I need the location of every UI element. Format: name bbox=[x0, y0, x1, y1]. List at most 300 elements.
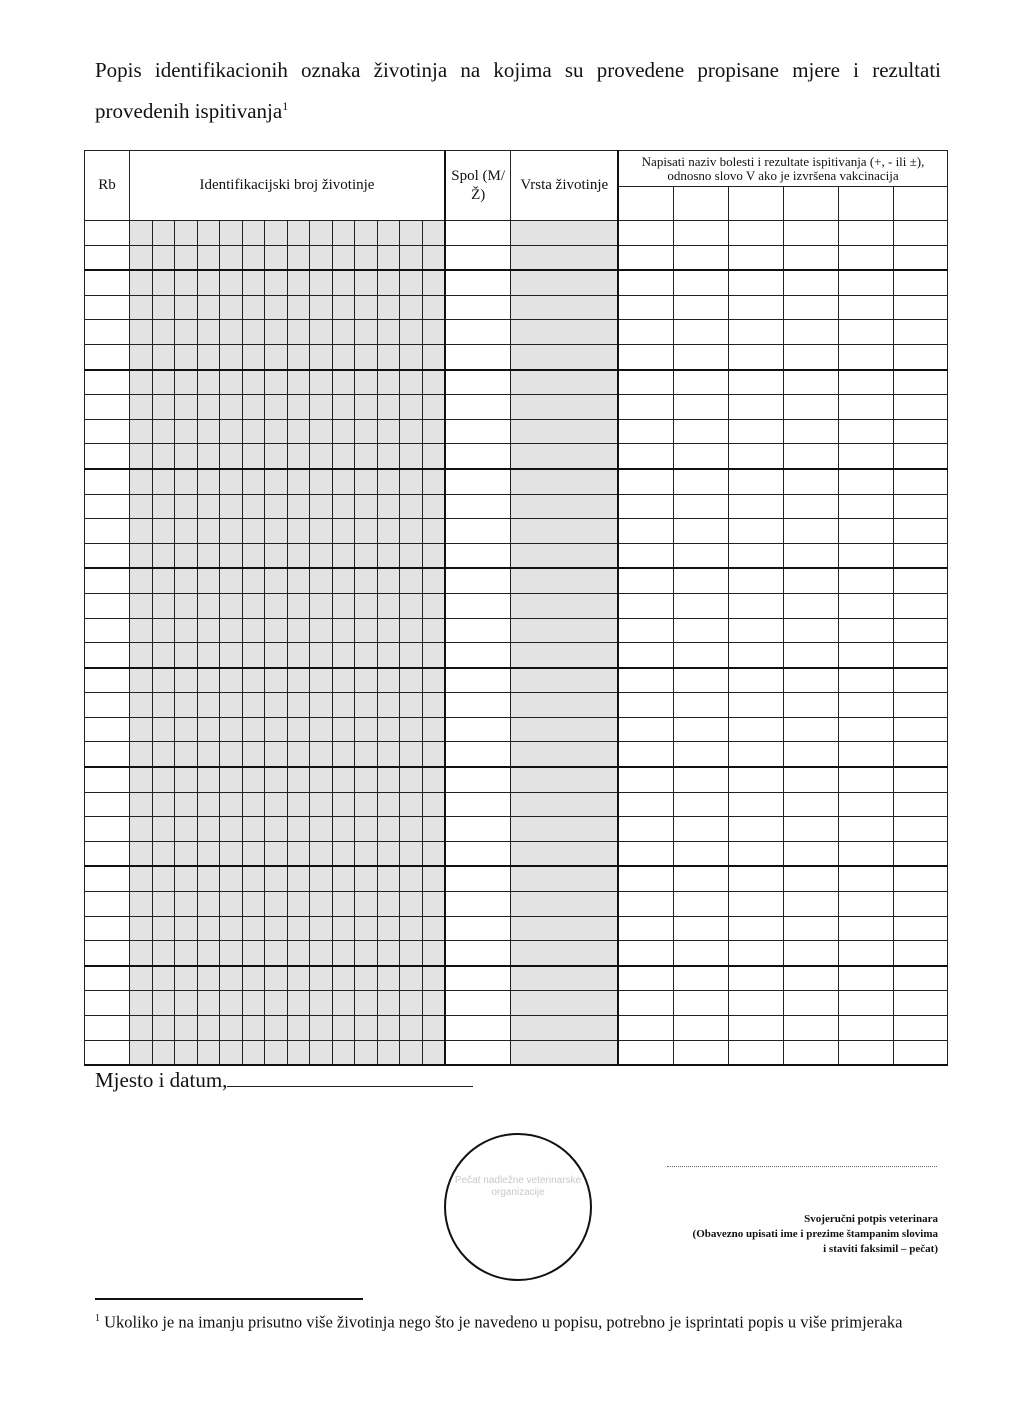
species-cell[interactable] bbox=[511, 221, 618, 246]
id-digit-cell[interactable] bbox=[220, 892, 243, 917]
id-digit-cell[interactable] bbox=[355, 767, 378, 792]
id-digit-cell[interactable] bbox=[377, 668, 400, 693]
result-cell[interactable] bbox=[838, 916, 893, 941]
sex-cell[interactable] bbox=[445, 593, 511, 618]
id-digit-cell[interactable] bbox=[310, 295, 333, 320]
id-digit-cell[interactable] bbox=[332, 519, 355, 544]
id-digit-cell[interactable] bbox=[220, 817, 243, 842]
id-digit-cell[interactable] bbox=[310, 916, 333, 941]
id-digit-cell[interactable] bbox=[310, 1040, 333, 1065]
id-digit-cell[interactable] bbox=[400, 892, 423, 917]
result-cell[interactable] bbox=[783, 966, 838, 991]
id-digit-cell[interactable] bbox=[130, 295, 153, 320]
sex-cell[interactable] bbox=[445, 245, 511, 270]
id-digit-cell[interactable] bbox=[377, 966, 400, 991]
sex-cell[interactable] bbox=[445, 742, 511, 767]
id-digit-cell[interactable] bbox=[242, 817, 265, 842]
id-digit-cell[interactable] bbox=[310, 866, 333, 891]
species-cell[interactable] bbox=[511, 245, 618, 270]
result-cell[interactable] bbox=[893, 643, 947, 668]
species-cell[interactable] bbox=[511, 395, 618, 420]
id-digit-cell[interactable] bbox=[130, 494, 153, 519]
id-digit-cell[interactable] bbox=[242, 419, 265, 444]
result-cell[interactable] bbox=[728, 519, 783, 544]
result-cell[interactable] bbox=[673, 444, 728, 469]
id-digit-cell[interactable] bbox=[220, 320, 243, 345]
rb-cell[interactable] bbox=[85, 1040, 130, 1065]
id-digit-cell[interactable] bbox=[332, 395, 355, 420]
result-cell[interactable] bbox=[893, 543, 947, 568]
id-digit-cell[interactable] bbox=[242, 593, 265, 618]
id-digit-cell[interactable] bbox=[265, 643, 288, 668]
id-digit-cell[interactable] bbox=[377, 221, 400, 246]
id-digit-cell[interactable] bbox=[287, 866, 310, 891]
species-cell[interactable] bbox=[511, 370, 618, 395]
id-digit-cell[interactable] bbox=[355, 742, 378, 767]
id-digit-cell[interactable] bbox=[422, 1016, 445, 1041]
result-cell[interactable] bbox=[728, 1016, 783, 1041]
id-digit-cell[interactable] bbox=[377, 270, 400, 295]
id-digit-cell[interactable] bbox=[422, 344, 445, 369]
id-digit-cell[interactable] bbox=[310, 320, 333, 345]
id-digit-cell[interactable] bbox=[287, 792, 310, 817]
id-digit-cell[interactable] bbox=[197, 841, 220, 866]
id-digit-cell[interactable] bbox=[400, 419, 423, 444]
rb-cell[interactable] bbox=[85, 519, 130, 544]
sex-cell[interactable] bbox=[445, 693, 511, 718]
result-cell[interactable] bbox=[838, 320, 893, 345]
result-cell[interactable] bbox=[673, 792, 728, 817]
id-digit-cell[interactable] bbox=[265, 892, 288, 917]
id-digit-cell[interactable] bbox=[400, 1040, 423, 1065]
result-cell[interactable] bbox=[673, 593, 728, 618]
id-digit-cell[interactable] bbox=[197, 245, 220, 270]
species-cell[interactable] bbox=[511, 1016, 618, 1041]
result-cell[interactable] bbox=[618, 344, 673, 369]
id-digit-cell[interactable] bbox=[287, 519, 310, 544]
id-digit-cell[interactable] bbox=[197, 395, 220, 420]
id-digit-cell[interactable] bbox=[400, 519, 423, 544]
id-digit-cell[interactable] bbox=[355, 941, 378, 966]
id-digit-cell[interactable] bbox=[287, 320, 310, 345]
result-cell[interactable] bbox=[783, 693, 838, 718]
id-digit-cell[interactable] bbox=[332, 469, 355, 494]
id-digit-cell[interactable] bbox=[400, 792, 423, 817]
id-digit-cell[interactable] bbox=[332, 618, 355, 643]
rb-cell[interactable] bbox=[85, 668, 130, 693]
id-digit-cell[interactable] bbox=[130, 941, 153, 966]
id-digit-cell[interactable] bbox=[355, 395, 378, 420]
id-digit-cell[interactable] bbox=[422, 221, 445, 246]
id-digit-cell[interactable] bbox=[422, 1040, 445, 1065]
id-digit-cell[interactable] bbox=[242, 270, 265, 295]
id-digit-cell[interactable] bbox=[152, 221, 175, 246]
id-digit-cell[interactable] bbox=[400, 991, 423, 1016]
result-cell[interactable] bbox=[728, 618, 783, 643]
result-cell[interactable] bbox=[783, 916, 838, 941]
id-digit-cell[interactable] bbox=[220, 1016, 243, 1041]
result-cell[interactable] bbox=[783, 767, 838, 792]
result-cell[interactable] bbox=[618, 991, 673, 1016]
species-cell[interactable] bbox=[511, 469, 618, 494]
result-cell[interactable] bbox=[673, 941, 728, 966]
id-digit-cell[interactable] bbox=[152, 568, 175, 593]
id-digit-cell[interactable] bbox=[175, 941, 198, 966]
id-digit-cell[interactable] bbox=[355, 717, 378, 742]
id-digit-cell[interactable] bbox=[377, 295, 400, 320]
id-digit-cell[interactable] bbox=[310, 991, 333, 1016]
id-digit-cell[interactable] bbox=[220, 494, 243, 519]
result-cell[interactable] bbox=[838, 344, 893, 369]
id-digit-cell[interactable] bbox=[332, 866, 355, 891]
id-digit-cell[interactable] bbox=[355, 344, 378, 369]
id-digit-cell[interactable] bbox=[130, 892, 153, 917]
id-digit-cell[interactable] bbox=[332, 1040, 355, 1065]
id-digit-cell[interactable] bbox=[242, 742, 265, 767]
result-cell[interactable] bbox=[893, 742, 947, 767]
result-cell[interactable] bbox=[783, 841, 838, 866]
result-cell[interactable] bbox=[783, 221, 838, 246]
id-digit-cell[interactable] bbox=[130, 1040, 153, 1065]
result-cell[interactable] bbox=[893, 568, 947, 593]
result-cell[interactable] bbox=[893, 344, 947, 369]
id-digit-cell[interactable] bbox=[422, 643, 445, 668]
id-digit-cell[interactable] bbox=[310, 344, 333, 369]
id-digit-cell[interactable] bbox=[332, 1016, 355, 1041]
rb-cell[interactable] bbox=[85, 593, 130, 618]
result-cell[interactable] bbox=[783, 270, 838, 295]
id-digit-cell[interactable] bbox=[332, 693, 355, 718]
result-cell[interactable] bbox=[893, 866, 947, 891]
id-digit-cell[interactable] bbox=[265, 717, 288, 742]
id-digit-cell[interactable] bbox=[400, 941, 423, 966]
species-cell[interactable] bbox=[511, 693, 618, 718]
id-digit-cell[interactable] bbox=[242, 245, 265, 270]
id-digit-cell[interactable] bbox=[152, 792, 175, 817]
id-digit-cell[interactable] bbox=[152, 866, 175, 891]
result-cell[interactable] bbox=[783, 1016, 838, 1041]
id-digit-cell[interactable] bbox=[377, 693, 400, 718]
sex-cell[interactable] bbox=[445, 717, 511, 742]
id-digit-cell[interactable] bbox=[265, 866, 288, 891]
id-digit-cell[interactable] bbox=[377, 568, 400, 593]
result-cell[interactable] bbox=[783, 618, 838, 643]
id-digit-cell[interactable] bbox=[332, 419, 355, 444]
sex-cell[interactable] bbox=[445, 668, 511, 693]
result-cell[interactable] bbox=[783, 892, 838, 917]
result-cell[interactable] bbox=[838, 841, 893, 866]
result-cell[interactable] bbox=[838, 494, 893, 519]
id-digit-cell[interactable] bbox=[265, 543, 288, 568]
id-digit-cell[interactable] bbox=[287, 568, 310, 593]
id-digit-cell[interactable] bbox=[355, 693, 378, 718]
result-cell[interactable] bbox=[783, 320, 838, 345]
id-digit-cell[interactable] bbox=[175, 444, 198, 469]
result-cell[interactable] bbox=[618, 469, 673, 494]
result-cell[interactable] bbox=[618, 295, 673, 320]
id-digit-cell[interactable] bbox=[242, 767, 265, 792]
id-digit-cell[interactable] bbox=[242, 717, 265, 742]
id-digit-cell[interactable] bbox=[152, 370, 175, 395]
id-digit-cell[interactable] bbox=[242, 892, 265, 917]
result-cell[interactable] bbox=[893, 494, 947, 519]
id-digit-cell[interactable] bbox=[197, 370, 220, 395]
result-cell[interactable] bbox=[728, 866, 783, 891]
rb-cell[interactable] bbox=[85, 991, 130, 1016]
id-digit-cell[interactable] bbox=[355, 494, 378, 519]
result-cell[interactable] bbox=[893, 892, 947, 917]
id-digit-cell[interactable] bbox=[422, 593, 445, 618]
id-digit-cell[interactable] bbox=[197, 991, 220, 1016]
result-cell[interactable] bbox=[618, 519, 673, 544]
id-digit-cell[interactable] bbox=[422, 916, 445, 941]
id-digit-cell[interactable] bbox=[332, 767, 355, 792]
result-cell[interactable] bbox=[728, 543, 783, 568]
id-digit-cell[interactable] bbox=[130, 320, 153, 345]
id-digit-cell[interactable] bbox=[332, 717, 355, 742]
result-cell[interactable] bbox=[783, 1040, 838, 1065]
id-digit-cell[interactable] bbox=[422, 444, 445, 469]
id-digit-cell[interactable] bbox=[355, 419, 378, 444]
result-cell[interactable] bbox=[673, 643, 728, 668]
species-cell[interactable] bbox=[511, 618, 618, 643]
result-cell[interactable] bbox=[618, 643, 673, 668]
id-digit-cell[interactable] bbox=[310, 1016, 333, 1041]
result-cell[interactable] bbox=[728, 892, 783, 917]
id-digit-cell[interactable] bbox=[287, 494, 310, 519]
id-digit-cell[interactable] bbox=[175, 1040, 198, 1065]
id-digit-cell[interactable] bbox=[175, 543, 198, 568]
id-digit-cell[interactable] bbox=[175, 767, 198, 792]
rb-cell[interactable] bbox=[85, 792, 130, 817]
id-digit-cell[interactable] bbox=[130, 370, 153, 395]
id-digit-cell[interactable] bbox=[355, 916, 378, 941]
result-cell[interactable] bbox=[728, 593, 783, 618]
id-digit-cell[interactable] bbox=[175, 742, 198, 767]
id-digit-cell[interactable] bbox=[197, 916, 220, 941]
id-digit-cell[interactable] bbox=[310, 966, 333, 991]
id-digit-cell[interactable] bbox=[377, 991, 400, 1016]
result-cell[interactable] bbox=[618, 792, 673, 817]
id-digit-cell[interactable] bbox=[152, 693, 175, 718]
id-digit-cell[interactable] bbox=[422, 469, 445, 494]
species-cell[interactable] bbox=[511, 892, 618, 917]
id-digit-cell[interactable] bbox=[265, 792, 288, 817]
id-digit-cell[interactable] bbox=[377, 1016, 400, 1041]
id-digit-cell[interactable] bbox=[355, 221, 378, 246]
id-digit-cell[interactable] bbox=[197, 792, 220, 817]
sex-cell[interactable] bbox=[445, 643, 511, 668]
id-digit-cell[interactable] bbox=[175, 270, 198, 295]
rb-cell[interactable] bbox=[85, 295, 130, 320]
result-cell[interactable] bbox=[893, 767, 947, 792]
id-digit-cell[interactable] bbox=[242, 543, 265, 568]
result-cell[interactable] bbox=[783, 519, 838, 544]
id-digit-cell[interactable] bbox=[242, 469, 265, 494]
species-cell[interactable] bbox=[511, 593, 618, 618]
id-digit-cell[interactable] bbox=[332, 742, 355, 767]
result-cell[interactable] bbox=[673, 370, 728, 395]
id-digit-cell[interactable] bbox=[265, 295, 288, 320]
id-digit-cell[interactable] bbox=[377, 593, 400, 618]
id-digit-cell[interactable] bbox=[242, 221, 265, 246]
result-cell[interactable] bbox=[673, 866, 728, 891]
id-digit-cell[interactable] bbox=[242, 966, 265, 991]
id-digit-cell[interactable] bbox=[152, 966, 175, 991]
id-digit-cell[interactable] bbox=[400, 1016, 423, 1041]
id-digit-cell[interactable] bbox=[332, 966, 355, 991]
result-cell[interactable] bbox=[728, 395, 783, 420]
result-cell[interactable] bbox=[728, 245, 783, 270]
id-digit-cell[interactable] bbox=[310, 494, 333, 519]
id-digit-cell[interactable] bbox=[377, 767, 400, 792]
id-digit-cell[interactable] bbox=[400, 693, 423, 718]
result-cell[interactable] bbox=[893, 618, 947, 643]
id-digit-cell[interactable] bbox=[130, 643, 153, 668]
sex-cell[interactable] bbox=[445, 395, 511, 420]
id-digit-cell[interactable] bbox=[220, 395, 243, 420]
id-digit-cell[interactable] bbox=[422, 295, 445, 320]
rb-cell[interactable] bbox=[85, 767, 130, 792]
result-cell[interactable] bbox=[618, 395, 673, 420]
result-cell[interactable] bbox=[618, 320, 673, 345]
id-digit-cell[interactable] bbox=[400, 543, 423, 568]
id-digit-cell[interactable] bbox=[152, 892, 175, 917]
place-date-field[interactable] bbox=[227, 1068, 473, 1087]
id-digit-cell[interactable] bbox=[310, 717, 333, 742]
result-cell[interactable] bbox=[838, 966, 893, 991]
result-cell[interactable] bbox=[838, 295, 893, 320]
id-digit-cell[interactable] bbox=[400, 966, 423, 991]
id-digit-cell[interactable] bbox=[130, 568, 153, 593]
result-cell[interactable] bbox=[728, 295, 783, 320]
result-cell[interactable] bbox=[618, 444, 673, 469]
species-cell[interactable] bbox=[511, 717, 618, 742]
id-digit-cell[interactable] bbox=[130, 1016, 153, 1041]
result-cell[interactable] bbox=[893, 245, 947, 270]
result-cell[interactable] bbox=[728, 344, 783, 369]
id-digit-cell[interactable] bbox=[355, 320, 378, 345]
id-digit-cell[interactable] bbox=[152, 618, 175, 643]
id-digit-cell[interactable] bbox=[355, 991, 378, 1016]
id-digit-cell[interactable] bbox=[175, 1016, 198, 1041]
result-cell[interactable] bbox=[618, 221, 673, 246]
result-cell[interactable] bbox=[673, 1016, 728, 1041]
rb-cell[interactable] bbox=[85, 270, 130, 295]
id-digit-cell[interactable] bbox=[287, 817, 310, 842]
result-cell[interactable] bbox=[893, 370, 947, 395]
rb-cell[interactable] bbox=[85, 916, 130, 941]
id-digit-cell[interactable] bbox=[152, 742, 175, 767]
result-cell[interactable] bbox=[673, 668, 728, 693]
id-digit-cell[interactable] bbox=[197, 966, 220, 991]
sex-cell[interactable] bbox=[445, 295, 511, 320]
id-digit-cell[interactable] bbox=[400, 245, 423, 270]
id-digit-cell[interactable] bbox=[175, 419, 198, 444]
rb-cell[interactable] bbox=[85, 494, 130, 519]
id-digit-cell[interactable] bbox=[355, 841, 378, 866]
id-digit-cell[interactable] bbox=[152, 295, 175, 320]
sex-cell[interactable] bbox=[445, 320, 511, 345]
id-digit-cell[interactable] bbox=[265, 767, 288, 792]
id-digit-cell[interactable] bbox=[377, 245, 400, 270]
id-digit-cell[interactable] bbox=[130, 270, 153, 295]
result-cell[interactable] bbox=[893, 841, 947, 866]
result-cell[interactable] bbox=[728, 792, 783, 817]
species-cell[interactable] bbox=[511, 543, 618, 568]
result-cell[interactable] bbox=[783, 469, 838, 494]
id-digit-cell[interactable] bbox=[152, 543, 175, 568]
id-digit-cell[interactable] bbox=[400, 444, 423, 469]
result-cell[interactable] bbox=[893, 469, 947, 494]
id-digit-cell[interactable] bbox=[242, 693, 265, 718]
rb-cell[interactable] bbox=[85, 469, 130, 494]
id-digit-cell[interactable] bbox=[332, 370, 355, 395]
id-digit-cell[interactable] bbox=[130, 395, 153, 420]
result-cell[interactable] bbox=[783, 817, 838, 842]
id-digit-cell[interactable] bbox=[332, 941, 355, 966]
id-digit-cell[interactable] bbox=[220, 1040, 243, 1065]
id-digit-cell[interactable] bbox=[422, 767, 445, 792]
id-digit-cell[interactable] bbox=[265, 444, 288, 469]
id-digit-cell[interactable] bbox=[287, 841, 310, 866]
id-digit-cell[interactable] bbox=[220, 717, 243, 742]
id-digit-cell[interactable] bbox=[197, 717, 220, 742]
result-cell[interactable] bbox=[783, 717, 838, 742]
id-digit-cell[interactable] bbox=[242, 320, 265, 345]
id-digit-cell[interactable] bbox=[130, 221, 153, 246]
id-digit-cell[interactable] bbox=[310, 419, 333, 444]
id-digit-cell[interactable] bbox=[422, 568, 445, 593]
species-cell[interactable] bbox=[511, 941, 618, 966]
id-digit-cell[interactable] bbox=[355, 668, 378, 693]
id-digit-cell[interactable] bbox=[152, 593, 175, 618]
species-cell[interactable] bbox=[511, 344, 618, 369]
id-digit-cell[interactable] bbox=[287, 1040, 310, 1065]
id-digit-cell[interactable] bbox=[242, 519, 265, 544]
result-cell[interactable] bbox=[618, 543, 673, 568]
id-digit-cell[interactable] bbox=[422, 618, 445, 643]
id-digit-cell[interactable] bbox=[220, 469, 243, 494]
rb-cell[interactable] bbox=[85, 221, 130, 246]
id-digit-cell[interactable] bbox=[310, 618, 333, 643]
id-digit-cell[interactable] bbox=[220, 344, 243, 369]
sex-cell[interactable] bbox=[445, 618, 511, 643]
sex-cell[interactable] bbox=[445, 568, 511, 593]
sex-cell[interactable] bbox=[445, 444, 511, 469]
id-digit-cell[interactable] bbox=[287, 916, 310, 941]
id-digit-cell[interactable] bbox=[400, 742, 423, 767]
id-digit-cell[interactable] bbox=[242, 1040, 265, 1065]
id-digit-cell[interactable] bbox=[197, 941, 220, 966]
id-digit-cell[interactable] bbox=[220, 593, 243, 618]
id-digit-cell[interactable] bbox=[287, 991, 310, 1016]
id-digit-cell[interactable] bbox=[310, 892, 333, 917]
result-cell[interactable] bbox=[783, 494, 838, 519]
result-cell[interactable] bbox=[893, 444, 947, 469]
id-digit-cell[interactable] bbox=[400, 295, 423, 320]
id-digit-cell[interactable] bbox=[175, 892, 198, 917]
id-digit-cell[interactable] bbox=[175, 320, 198, 345]
result-cell[interactable] bbox=[783, 344, 838, 369]
rb-cell[interactable] bbox=[85, 742, 130, 767]
result-cell[interactable] bbox=[618, 966, 673, 991]
id-digit-cell[interactable] bbox=[152, 668, 175, 693]
id-digit-cell[interactable] bbox=[422, 270, 445, 295]
id-digit-cell[interactable] bbox=[175, 245, 198, 270]
id-digit-cell[interactable] bbox=[422, 668, 445, 693]
result-cell[interactable] bbox=[728, 494, 783, 519]
